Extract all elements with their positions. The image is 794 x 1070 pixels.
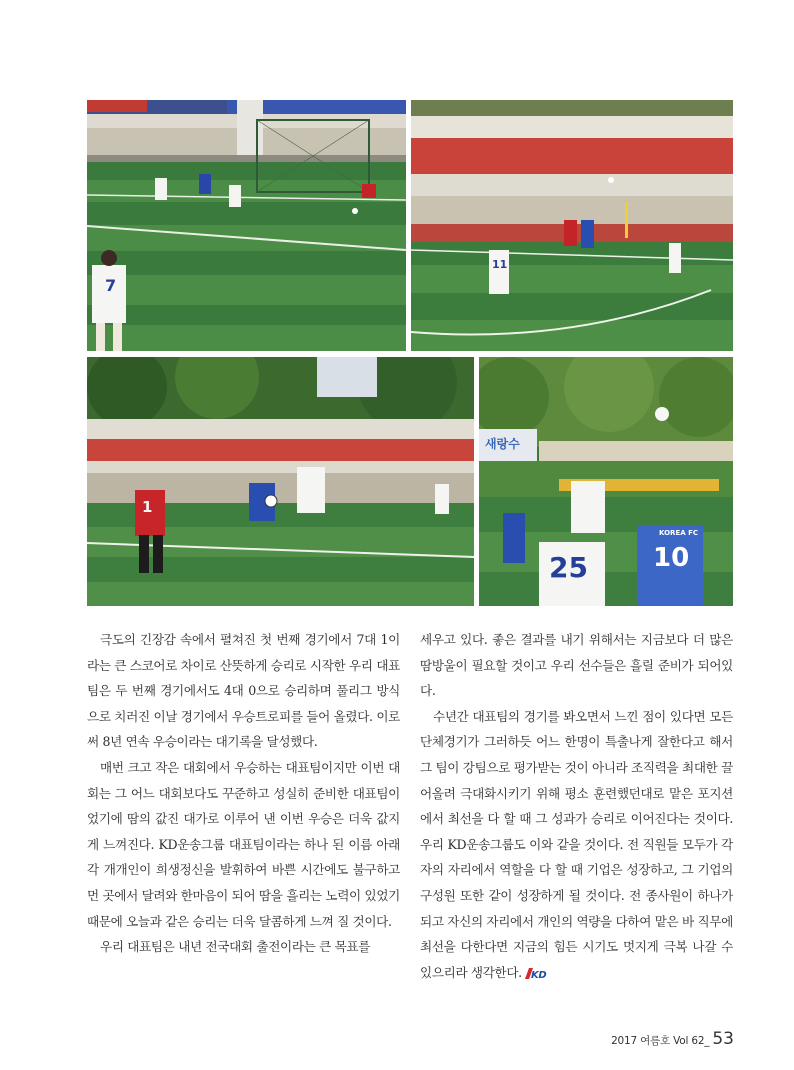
article-column-right <box>420 627 733 985</box>
article-column-left <box>87 627 400 960</box>
svg-text:KD: KD <box>530 969 547 979</box>
jersey-text: KOREA FC <box>659 529 699 537</box>
jersey-number: 11 <box>492 258 508 271</box>
article-paragraph: 극도의 긴장감 속에서 펼쳐진 첫 번째 경기에서 7대 1이라는 큰 스코어로 차이로 산뜻하게 승리로 시작한 우리 대표팀은 두 번째 경기에서도 4대 0으로 승리하며 풀리그 방식으로 치러진 이날 경기에서 우승트로피를 들어 올렸다. 이로써 8년 연속 우승이라는 대기록을 달성했다. <box>87 632 400 750</box>
article-paragraph-text: 수년간 대표팀의 경기를 봐오면서 느낀 점이 있다면 모든 단체경기가 그러하듯 어느 한명이 특출나게 잘한다고 해서 그 팀이 강팀으로 평가받는 것이 아니라 조직력을 최대한 끌어올려 극대화시키기 위해 평소 훈련했던대로 맡은 포지션에서 최선을 다 할 때 그 성과가 승리로 이어진다는 것이다. 우리 KD운송그룹도 이와 같을 것이다. 전 직원들 모두가 각자의 자리에서 역할을 다 할 때 기업은 성장하고, 그 기업의 구성원 또한 같이 성장하게 될 것이다. 전 종사원이 하나가 되고 자신의 자리에서 개인의 역량을 다하여 맡은 바 직무에 최선을 다한다면 지금의 힘든 시기도 멋지게 극복 나갈 수 있으리라 생각한다. <box>420 708 733 980</box>
article-paragraph-continued: 세우고 있다. 좋은 결과를 내기 위해서는 지금보다 더 많은 땀방울이 필요할 것이고 우리 선수들은 흘릴 준비가 되어있다. <box>420 632 733 699</box>
stadium-sign: 새랑수 <box>485 437 520 451</box>
article-paragraph: 우리 대표팀은 내년 전국대회 출전이라는 큰 목표를 <box>100 939 371 955</box>
page-number: 53 <box>712 1029 734 1049</box>
match-photo-2 <box>411 100 733 351</box>
article-paragraph <box>420 704 733 986</box>
match-photo-3-image <box>87 357 474 606</box>
match-photo-2-image <box>411 100 733 351</box>
jersey-number: 25 <box>549 551 588 584</box>
match-photo-1-image <box>87 100 406 351</box>
jersey-number: 10 <box>653 543 690 573</box>
match-photo-3 <box>87 357 474 606</box>
issue-label: 2017 여름호 Vol 62_ <box>611 1035 710 1047</box>
page-footer <box>611 1029 734 1049</box>
match-photo-4 <box>479 357 733 606</box>
article-paragraph: 매번 크고 작은 대회에서 우승하는 대표팀이지만 이번 대회는 그 어느 대회보다도 꾸준하고 성실히 준비한 대표팀이었기에 땀의 값진 대가로 이루어 낸 이번 우승은 더욱 값지게 느껴진다. KD운송그룹 대표팀이라는 하나 된 이름 아래 각 개개인이 희생정신을 발휘하여 바쁜 시간에도 불구하고 먼 곳에서 달려와 한마음이 되어 땀을 흘리는 노력이 있었기 때문에 오늘과 같은 승리는 더욱 달콤하게 느껴 질 것이다. <box>87 759 400 929</box>
jersey-number: 7 <box>105 276 117 295</box>
kd-logo-icon <box>525 968 547 979</box>
match-photo-1 <box>87 100 406 351</box>
match-photo-4-image <box>479 357 733 606</box>
jersey-number: 1 <box>142 498 153 516</box>
